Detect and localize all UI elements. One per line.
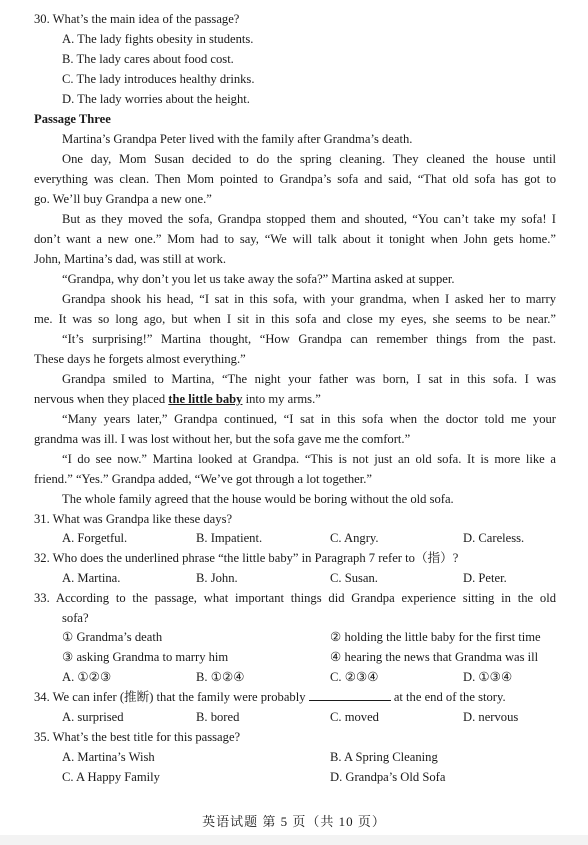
passage-line: “I do see now.” Martina looked at Grandpa. “This is not just an old sofa. It is more like a [62,452,556,466]
question-34-option-a: A. surprised [62,710,124,724]
passage-line: Grandpa smiled to Martina, “The night your father was born, I sat in this sofa. I was [62,372,556,386]
question-33-option-c: C. ②③④ [330,670,379,684]
question-30-option-d: D. The lady worries about the height. [62,92,250,106]
passage-line: friend.” “Yes.” Grandpa added, “We’ve got through a lot together.” [34,472,372,486]
passage-line: These days he forgets almost everything.” [34,352,246,366]
question-35-stem: 35. What’s the best title for this passage? [34,730,241,744]
passage-line: don’t want a new one.” Mom had to say, “We will talk about it tonight when John gets home.” [34,232,556,246]
page-bottom-edge [0,835,588,845]
passage-line [34,391,321,407]
question-30-stem: 30. What’s the main idea of the passage? [34,12,240,26]
underlined-phrase: the little baby [168,392,243,406]
question-33-option-b: B. ①②④ [196,670,245,684]
question-32-option-c: C. Susan. [330,571,378,585]
question-35-option-b: B. A Spring Cleaning [330,750,438,764]
question-35-option-c: C. A Happy Family [62,770,160,784]
question-31-option-d: D. Careless. [463,531,525,545]
passage-line: me. It was so long ago, but when I sit in this sofa and close my eyes, she seems to be near.” [34,312,556,326]
passage-text: into my arms.” [242,392,321,406]
question-31-option-b: B. Impatient. [196,531,263,545]
question-33-option-a: A. ①②③ [62,670,112,684]
question-33-item-3: ③ asking Grandma to marry him [62,650,229,664]
passage-line: Grandpa shook his head, “I sat in this sofa, with your grandma, when I asked her to marry [62,292,556,306]
question-30-option-c: C. The lady introduces healthy drinks. [62,72,255,86]
question-32-stem: 32. Who does the underlined phrase “the little baby” in Paragraph 7 refer to（指）? [34,551,459,565]
question-30-option-a: A. The lady fights obesity in students. [62,32,254,46]
passage-line: “It’s surprising!” Martina thought, “How Grandpa can remember things from the past. [62,332,556,346]
passage-line: grandma was ill. I was lost without her, but the sofa gave me the comfort.” [34,432,411,446]
question-33-item-2: ② holding the little baby for the first time [330,630,541,644]
question-34-stem [34,689,506,705]
question-31-option-c: C. Angry. [330,531,379,545]
question-34-option-b: B. bored [196,710,240,724]
passage-line: Martina’s Grandpa Peter lived with the family after Grandma’s death. [62,132,413,146]
passage-title: Passage Three [34,112,111,126]
question-31-stem: 31. What was Grandpa like these days? [34,512,233,526]
question-33-stem: 33. According to the passage, what important things did Grandpa experience sitting in the old [34,591,556,605]
question-35-option-a: A. Martina’s Wish [62,750,155,764]
passage-line: “Many years later,” Grandpa continued, “I sat in this sofa when the doctor told me your [62,412,556,426]
question-34-option-c: C. moved [330,710,379,724]
question-34-stem-a: 34. We can infer (推断) that the family were probably [34,690,309,704]
passage-line: One day, Mom Susan decided to do the spring cleaning. They cleaned the house until [62,152,556,166]
passage-line: “Grandpa, why don’t you let us take away the sofa?” Martina asked at supper. [62,272,455,286]
question-34-stem-b: at the end of the story. [390,690,506,704]
question-32-option-a: A. Martina. [62,571,121,585]
question-32-option-d: D. Peter. [463,571,507,585]
question-35-option-d: D. Grandpa’s Old Sofa [330,770,446,784]
passage-line: The whole family agreed that the house would be boring without the old sofa. [62,492,454,506]
answer-blank [309,689,391,701]
passage-text: nervous when they placed [34,392,169,406]
question-32-option-b: B. John. [196,571,238,585]
question-33-option-d: D. ①③④ [463,670,513,684]
question-31-option-a: A. Forgetful. [62,531,128,545]
passage-line: But as they moved the sofa, Grandpa stopped them and shouted, “You can’t take my sofa! I [62,212,556,226]
passage-line: John, Martina’s dad, was still at work. [34,252,227,266]
question-34-option-d: D. nervous [463,710,519,724]
question-33-item-1: ① Grandma’s death [62,630,163,644]
page-footer: 英语试题 第 5 页（共 10 页） [202,814,386,829]
passage-line: everything was clean. Then Mom pointed to Grandpa’s sofa and said, “That old sofa has got to [34,172,556,186]
question-33-stem-cont: sofa? [62,611,89,625]
question-33-item-4: ④ hearing the news that Grandma was ill [330,650,539,664]
passage-line: go. We’ll buy Grandpa a new one.” [34,192,212,206]
question-30-option-b: B. The lady cares about food cost. [62,52,234,66]
